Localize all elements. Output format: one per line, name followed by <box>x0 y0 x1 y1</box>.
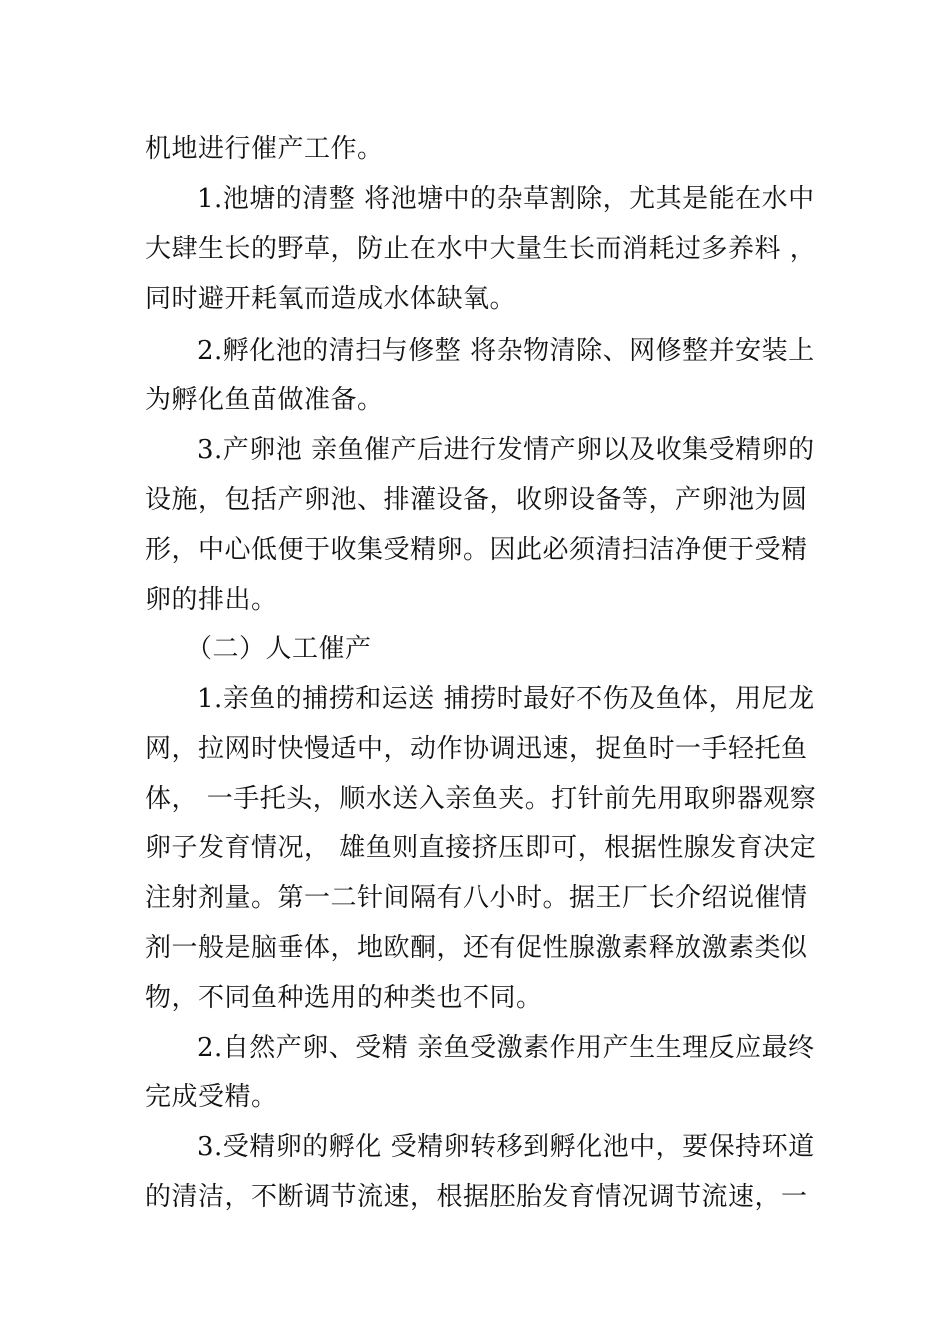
text-line: 2.自然产卵、受精 亲鱼受激素作用产生生理反应最终 <box>197 1033 815 1063</box>
text-line: 卵的排出。 <box>145 585 278 615</box>
text-line: 设施，包括产卵池、排灌设备，收卵设备等，产卵池为圆 <box>145 485 808 515</box>
text-line: 体， 一手托头，顺水送入亲鱼夹。打针前先用取卵器观察 <box>145 784 817 814</box>
text-line: 网，拉网时快慢适中，动作协调迅速，捉鱼时一手轻托鱼 <box>145 734 808 764</box>
text-line: 1.池塘的清整 将池塘中的杂草割除，尤其是能在水中 <box>197 184 815 214</box>
text-line: 的清洁，不断调节流速，根据胚胎发育情况调节流速，一 <box>145 1182 808 1212</box>
text-line: 3.受精卵的孵化 受精卵转移到孵化池中，要保持环道 <box>197 1132 815 1162</box>
text-line: 3.产卵池 亲鱼催产后进行发情产卵以及收集受精卵的 <box>197 435 815 465</box>
text-line: 1.亲鱼的捕捞和运送 捕捞时最好不伤及鱼体，用尼龙 <box>197 684 815 714</box>
text-line: 2.孵化池的清扫与修整 将杂物清除、网修整并安装上 <box>197 336 815 366</box>
text-line: 物，不同鱼种选用的种类也不同。 <box>145 983 543 1013</box>
text-line: 同时避开耗氧而造成水体缺氧。 <box>145 284 517 314</box>
text-line: 卵子发育情况， 雄鱼则直接挤压即可，根据性腺发育决定 <box>145 833 817 863</box>
text-line: 形，中心低便于收集受精卵。因此必须清扫洁净便于受精 <box>145 535 808 565</box>
text-line: 完成受精。 <box>145 1082 278 1112</box>
text-line: 剂一般是脑垂体，地欧酮，还有促性腺激素释放激素类似 <box>145 933 808 963</box>
text-line: 注射剂量。第一二针间隔有八小时。据王厂长介绍说催情 <box>145 883 808 913</box>
section-heading: （二）人工催产 <box>186 634 372 664</box>
text-line: 机地进行催产工作。 <box>145 134 384 164</box>
text-line: 为孵化鱼苗做准备。 <box>145 385 384 415</box>
text-line: 大肆生长的野草，防止在水中大量生长而消耗过多养料 ， <box>145 234 817 264</box>
